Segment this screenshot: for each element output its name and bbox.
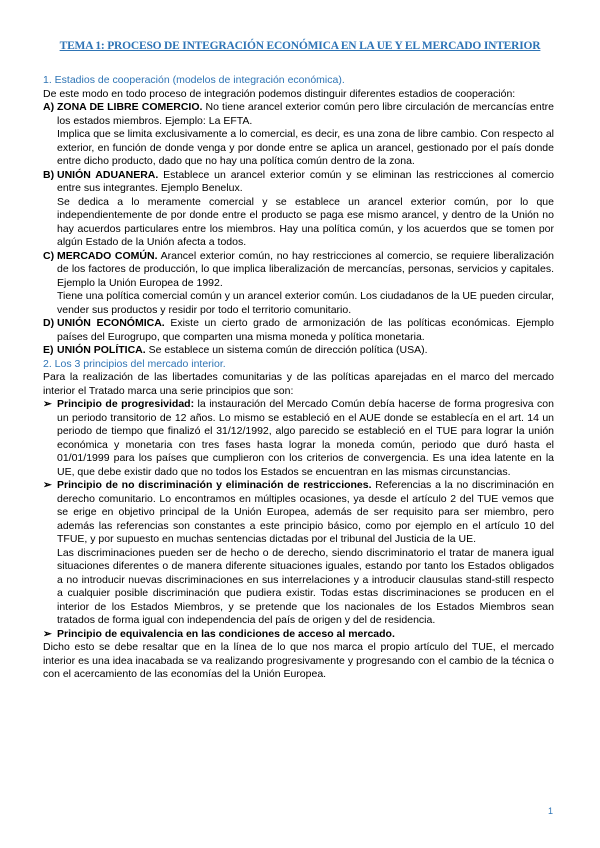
section-2-closing: Dicho esto se debe resaltar que en la línea de lo que nos marca el propio artículo del TUE, el mercado interior es una idea inacabada se va realizando progresivamente y progresando con el cambio de la técnica o con el acercamiento de las economías del la Unión Europea.: [43, 641, 554, 680]
arrow-bullet-icon: ➢: [43, 479, 52, 491]
item-label: UNIÓN POLÍTICA.: [57, 344, 146, 356]
document-title: TEMA 1: PROCESO DE INTEGRACIÓN ECONÓMICA EN LA UE Y EL MERCADO INTERIOR: [59, 40, 541, 52]
item-extra: Se dedica a lo meramente comercial y se establece un arancel exterior común, por lo que independientemente de por donde entre el producto se paga ese mismo arancel, y dentro de la Unión no hay acuerdos particulares entre los miembros. Hay una política común, y los acuerdos que se tomen por algún Estado de la Unión afecta a todos.: [57, 195, 554, 248]
list-item: [43, 344, 554, 358]
section-1-heading: 1. Estadios de cooperación (modelos de integración económica).: [43, 74, 345, 86]
arrow-bullet-icon: ➢: [43, 627, 52, 640]
section-2-intro: Para la realización de las libertades comunitarias y de las políticas aparejadas en el marco del mercado interior el Tratado marca una serie principios que son:: [43, 371, 554, 397]
list-marker: D): [43, 317, 55, 329]
section-2-heading: 2. Los 3 principios del mercado interior.: [43, 357, 226, 370]
item-text: Existe un cierto grado de armonización de las políticas económicas. Ejemplo países del Eurogrupo, que comparten una misma moneda y política monetaria.: [57, 317, 554, 343]
arrow-bullet-icon: ➢: [43, 398, 52, 410]
page-number: 1: [547, 806, 553, 816]
principle-label: Principio de equivalencia en las condiciones de acceso al mercado.: [57, 627, 395, 640]
principle-item: [43, 398, 554, 479]
item-text: No tiene arancel exterior común pero libre circulación de mercancías entre los estados miembros. Ejemplo: La EFTA.: [57, 101, 554, 127]
list-marker: C): [43, 249, 55, 262]
list-item: [43, 250, 554, 318]
document-body: [43, 74, 554, 682]
item-label: ZONA DE LIBRE COMERCIO.: [57, 101, 203, 113]
item-label: UNIÓN ECONÓMICA.: [57, 317, 165, 329]
principle-extra: Las discriminaciones pueden ser de hecho o de derecho, siendo discriminatorio el tratar de manera igual situaciones diferentes o de manera diferente situaciones iguales, estando por tanto los Estados obligados a no introducir nuevas discriminaciones en sus interrelaciones y a introducir clausulas stand-still respecto a cualquier posible discriminación que pudiera existir. Todas estas discriminaciones se producen en el interior de los Estados Miembros, y se pretende que los nacionales de los Estados Miembros sean tratados de forma igual con independencia del país de origen y del de residencia.: [57, 546, 554, 626]
item-text: Arancel exterior común, no hay restricciones al comercio, se requiere liberalización de los factores de producción, lo que implica liberalización de mercancías, personas, servicios y capitales. Ejemplo la Unión Europea de 1992.: [57, 249, 554, 289]
principle-item: [43, 479, 554, 628]
list-marker: A): [43, 101, 55, 113]
list-item: [43, 169, 554, 250]
list-marker: E): [43, 344, 54, 356]
principle-label: Principio de progresividad:: [57, 398, 195, 410]
list-item: [43, 317, 554, 344]
principle-text: Referencias a la no discriminación en derecho comunitario. Lo encontramos en múltiples ocasiones, ya desde el artículo 2 del TUE vemos que se erige en objetivo principal de la Unión Europea, además de ser requisito para ser miembro, pero además las referencias son constantes a este principio básico, como por ejemplo en el artículo 10 del TFUE, y por supuesto en muchas sentencias dictadas por el tribunal del Justicia de la UE.: [57, 479, 554, 545]
list-item: [43, 101, 554, 169]
item-text: Se establece un sistema común de dirección política (USA).: [145, 344, 428, 356]
item-text: Establece un arancel exterior común y se eliminan las restricciones al comercio entre sus integrantes. Ejemplo Benelux.: [57, 168, 554, 194]
item-extra: Implica que se limita exclusivamente a lo comercial, es decir, es una zona de libre cambio. Con respecto al exterior, en función de donde venga y por donde entre se aplica un arancel, gestionado por el país donde entre dicho producto, dado que no hay una política común dentro de la zona.: [57, 128, 554, 167]
section-1-intro: De este modo en todo proceso de integración podemos distinguir diferentes estadios de cooperación:: [43, 87, 516, 100]
item-label: UNIÓN ADUANERA.: [57, 168, 159, 181]
item-label: MERCADO COMÚN.: [57, 249, 158, 262]
principle-text: la instauración del Mercado Común debía hacerse de forma progresiva con un periodo transitorio de 12 años. Lo mismo se estableció en el AUE donde se establecía en el art. 14 un periodo de tiempo que finalizó el 31/12/1992, algo parecido se estableció en el TUE para lograr la unión económica y monetaria con tres fases hasta lograr la moneda común, periodo que duró hasta el 01/01/1999 para los países que cumplieron con los criterios de convergencia. Es una idea latente en la UE, que debe existir dado que no todos los Estados se encuentran en las mismas circunstancias.: [57, 398, 554, 478]
principle-item: [43, 628, 554, 642]
principle-label: Principio de no discriminación y eliminación de restricciones.: [57, 479, 372, 491]
list-marker: B): [43, 168, 55, 181]
item-extra: Tiene una política comercial común y un arancel exterior común. Los ciudadanos de la UE pueden circular, vender sus productos y residir por todo el territorio comunitario.: [57, 290, 554, 316]
